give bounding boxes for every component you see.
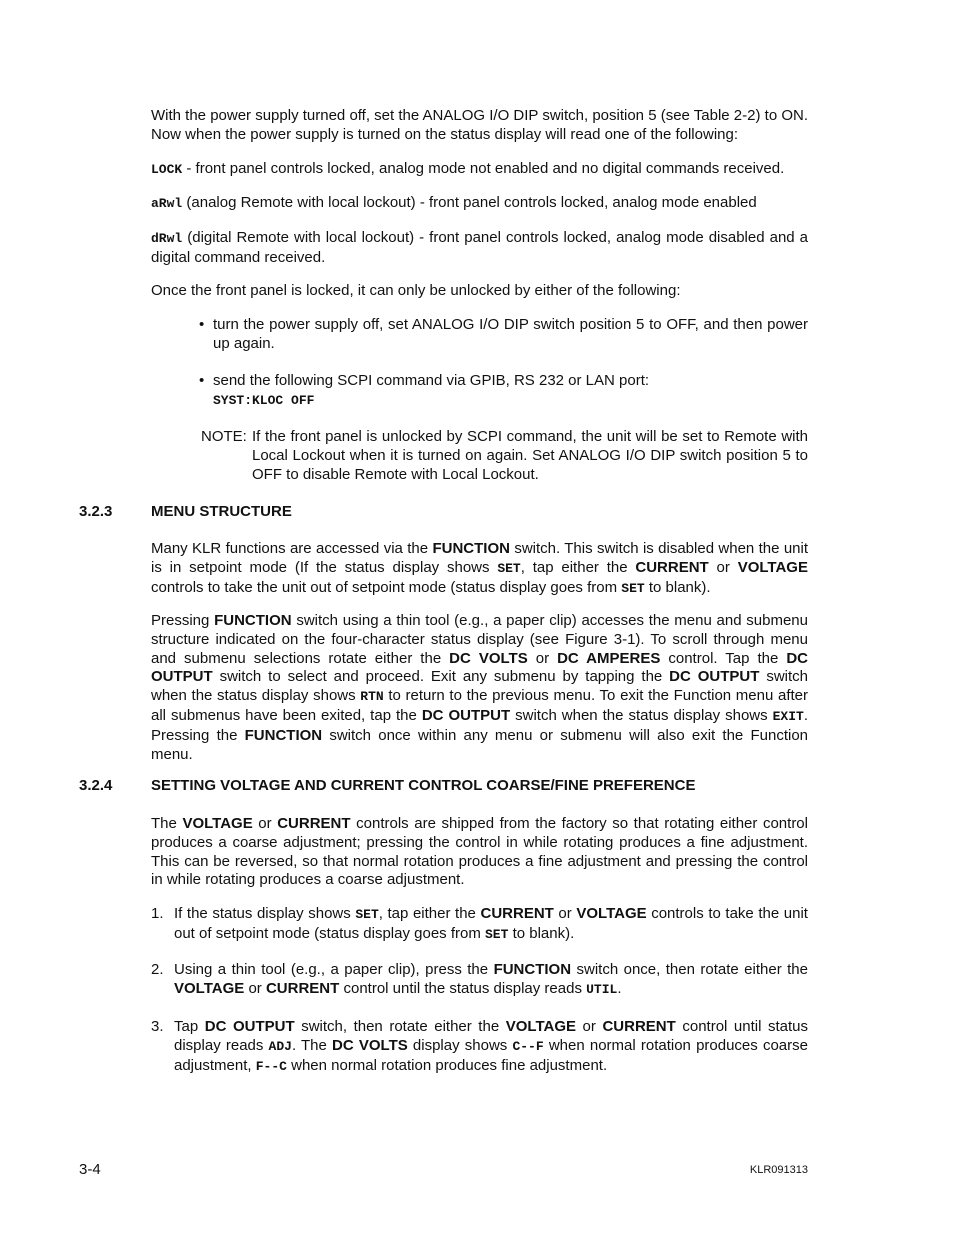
step-2: Using a thin tool (e.g., a paper clip), press the FUNCTION switch once, then rotate either the VOLTAGE or CURRENT control until the status display reads UTIL. <box>174 961 808 997</box>
section-number: 3.2.4 <box>79 777 113 794</box>
page-number: 3-4 <box>79 1161 101 1178</box>
note-label: NOTE: <box>201 428 247 445</box>
menu-paragraph-2: Pressing FUNCTION switch using a thin tool (e.g., a paper clip) accesses the menu and submenu structure indicated on the four-character status display (see Figure 3-1). To scroll through menu and submenu selections rotate either the DC VOLTS or DC AMPERES control. Tap the DC OUTPUT switch to select and proceed. Exit any submenu by tapping the DC OUTPUT switch when the status display shows RTN to return to the previous menu. To exit the Function menu after all submenus have been exited, tap the DC OUTPUT switch when the status display shows EXIT. Pressing the FUNCTION switch once within any menu or submenu will also exit the Function menu. <box>151 612 809 763</box>
arwl-description: aRwl (analog Remote with local lockout) - front panel controls locked, analog mode enabled <box>151 194 757 211</box>
intro-paragraph: With the power supply turned off, set the ANALOG I/O DIP switch, position 5 (see Table 2-2) to ON. Now when the power supply is turned on the status display will read one of the following: <box>151 107 808 143</box>
bullet-marker: • <box>199 316 205 333</box>
lock-code: LOCK <box>151 162 183 177</box>
section-title: SETTING VOLTAGE AND CURRENT CONTROL COARSE/FINE PREFERENCE <box>151 777 696 794</box>
document-id: KLR091313 <box>749 1164 808 1176</box>
bullet-item-power-cycle: turn the power supply off, set ANALOG I/O DIP switch position 5 to OFF, and then power up again. <box>213 316 808 352</box>
lock-description: LOCK - front panel controls locked, analog mode not enabled and no digital commands received. <box>151 160 785 177</box>
section-number: 3.2.3 <box>79 503 113 520</box>
menu-paragraph-1: Many KLR functions are accessed via the FUNCTION switch. This switch is disabled when the unit is in setpoint mode (If the status display shows SET, tap either the CURRENT or VOLTAGE controls to take the unit out of setpoint mode (status display goes from SET to blank). <box>151 540 808 596</box>
step-number: 3. <box>151 1018 164 1035</box>
bullet-item-scpi: send the following SCPI command via GPIB, RS 232 or LAN port: SYST:KLOC OFF <box>213 372 650 408</box>
coarse-fine-paragraph: The VOLTAGE or CURRENT controls are shipped from the factory so that rotating either control produces a coarse adjustment; pressing the control in while rotating produces a fine adjustment. This can be reversed, so that normal rotation produces a fine adjustment and pressing the control in while rotating produces a coarse adjustment. <box>151 815 808 889</box>
scpi-command: SYST:KLOC OFF <box>213 392 315 408</box>
bullet-marker: • <box>199 372 205 389</box>
unlock-paragraph: Once the front panel is locked, it can only be unlocked by either of the following: <box>151 282 681 299</box>
step-number: 2. <box>151 961 164 978</box>
section-title: MENU STRUCTURE <box>151 503 292 520</box>
step-3: Tap DC OUTPUT switch, then rotate either the VOLTAGE or CURRENT control until status display reads ADJ. The DC VOLTS display shows C--F when normal rotation produces coarse adjustment, F--C when normal rotation produces fine adjustment. <box>174 1018 809 1074</box>
arwl-code: aRwl <box>151 196 183 211</box>
step-1: If the status display shows SET, tap either the CURRENT or VOLTAGE controls to take the unit out of setpoint mode (status display goes from SET to blank). <box>174 905 808 942</box>
step-number: 1. <box>151 905 164 922</box>
drwl-description: dRwl (digital Remote with local lockout) - front panel controls locked, analog mode disabled and a digital command received. <box>151 229 808 266</box>
note-text: If the front panel is unlocked by SCPI command, the unit will be set to Remote with Local Lockout when it is turned on again. Set ANALOG I/O DIP switch position 5 to OFF to disable Remote with Local Lockout. <box>252 428 808 483</box>
drwl-code: dRwl <box>151 231 183 246</box>
